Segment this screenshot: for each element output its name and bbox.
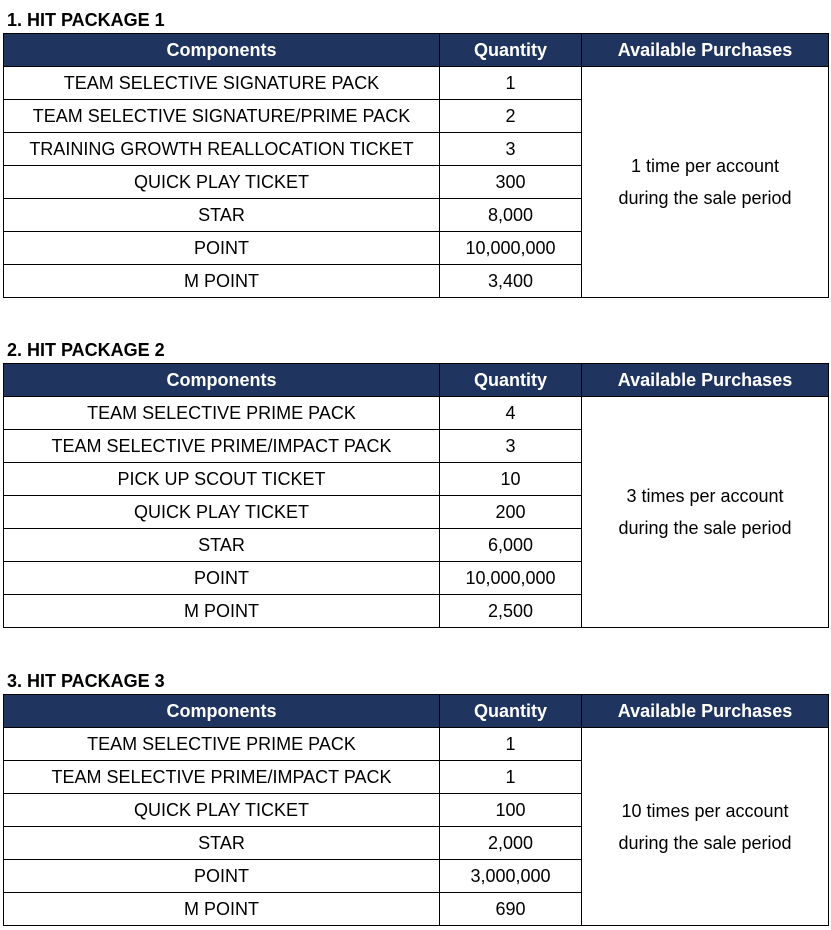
component-cell: POINT <box>4 562 440 595</box>
table-row <box>4 67 829 100</box>
header-quantity: Quantity <box>440 34 582 67</box>
header-row <box>4 695 829 728</box>
header-available: Available Purchases <box>582 34 829 67</box>
package-section-2 <box>3 337 828 628</box>
component-cell: TEAM SELECTIVE PRIME PACK <box>4 728 440 761</box>
component-cell: TRAINING GROWTH REALLOCATION TICKET <box>4 133 440 166</box>
quantity-cell: 2,500 <box>440 595 582 628</box>
component-cell: STAR <box>4 199 440 232</box>
available-line: during the sale period <box>618 518 792 538</box>
package-title: 3. HIT PACKAGE 3 <box>7 671 165 691</box>
available-line: during the sale period <box>618 832 792 853</box>
quantity-cell: 1 <box>440 761 582 794</box>
component-cell: POINT <box>4 860 440 893</box>
component-cell: M POINT <box>4 595 440 628</box>
package-table <box>3 363 829 628</box>
available-purchases-cell <box>582 728 829 926</box>
quantity-cell: 3,000,000 <box>440 860 582 893</box>
quantity-cell: 100 <box>440 794 582 827</box>
quantity-cell: 3 <box>440 430 582 463</box>
component-cell: TEAM SELECTIVE PRIME/IMPACT PACK <box>4 761 440 794</box>
quantity-cell: 8,000 <box>440 199 582 232</box>
component-cell: QUICK PLAY TICKET <box>4 166 440 199</box>
component-cell: PICK UP SCOUT TICKET <box>4 463 440 496</box>
header-available: Available Purchases <box>582 364 829 397</box>
package-section-3 <box>3 668 828 926</box>
component-cell: QUICK PLAY TICKET <box>4 794 440 827</box>
quantity-cell: 10 <box>440 463 582 496</box>
quantity-cell: 10,000,000 <box>440 562 582 595</box>
quantity-cell: 300 <box>440 166 582 199</box>
quantity-cell: 2 <box>440 100 582 133</box>
package-title: 1. HIT PACKAGE 1 <box>7 10 165 30</box>
quantity-cell: 3,400 <box>440 265 582 298</box>
quantity-cell: 10,000,000 <box>440 232 582 265</box>
table-row <box>4 728 829 761</box>
component-cell: TEAM SELECTIVE PRIME PACK <box>4 397 440 430</box>
component-cell: QUICK PLAY TICKET <box>4 496 440 529</box>
component-cell: STAR <box>4 827 440 860</box>
header-available: Available Purchases <box>582 695 829 728</box>
quantity-cell: 1 <box>440 67 582 100</box>
header-components: Components <box>4 364 440 397</box>
available-line: during the sale period <box>618 188 792 208</box>
quantity-cell: 200 <box>440 496 582 529</box>
component-cell: TEAM SELECTIVE PRIME/IMPACT PACK <box>4 430 440 463</box>
component-cell: TEAM SELECTIVE SIGNATURE PACK <box>4 67 440 100</box>
available-line: 1 time per account <box>630 156 780 176</box>
quantity-cell: 1 <box>440 728 582 761</box>
component-cell: STAR <box>4 529 440 562</box>
package-table <box>3 33 829 298</box>
component-cell: POINT <box>4 232 440 265</box>
available-purchases-cell <box>582 67 829 298</box>
header-components: Components <box>4 34 440 67</box>
available-line: 3 times per account <box>626 486 784 506</box>
component-cell: M POINT <box>4 893 440 926</box>
package-table <box>3 694 829 926</box>
package-title: 2. HIT PACKAGE 2 <box>7 340 165 360</box>
available-line: 10 times per account <box>621 800 789 821</box>
quantity-cell: 690 <box>440 893 582 926</box>
header-row <box>4 34 829 67</box>
quantity-cell: 2,000 <box>440 827 582 860</box>
header-quantity: Quantity <box>440 695 582 728</box>
component-cell: M POINT <box>4 265 440 298</box>
available-purchases-cell <box>582 397 829 628</box>
table-row <box>4 397 829 430</box>
quantity-cell: 4 <box>440 397 582 430</box>
header-row <box>4 364 829 397</box>
component-cell: TEAM SELECTIVE SIGNATURE/PRIME PACK <box>4 100 440 133</box>
header-quantity: Quantity <box>440 364 582 397</box>
quantity-cell: 3 <box>440 133 582 166</box>
package-section-1 <box>3 7 828 298</box>
header-components: Components <box>4 695 440 728</box>
quantity-cell: 6,000 <box>440 529 582 562</box>
